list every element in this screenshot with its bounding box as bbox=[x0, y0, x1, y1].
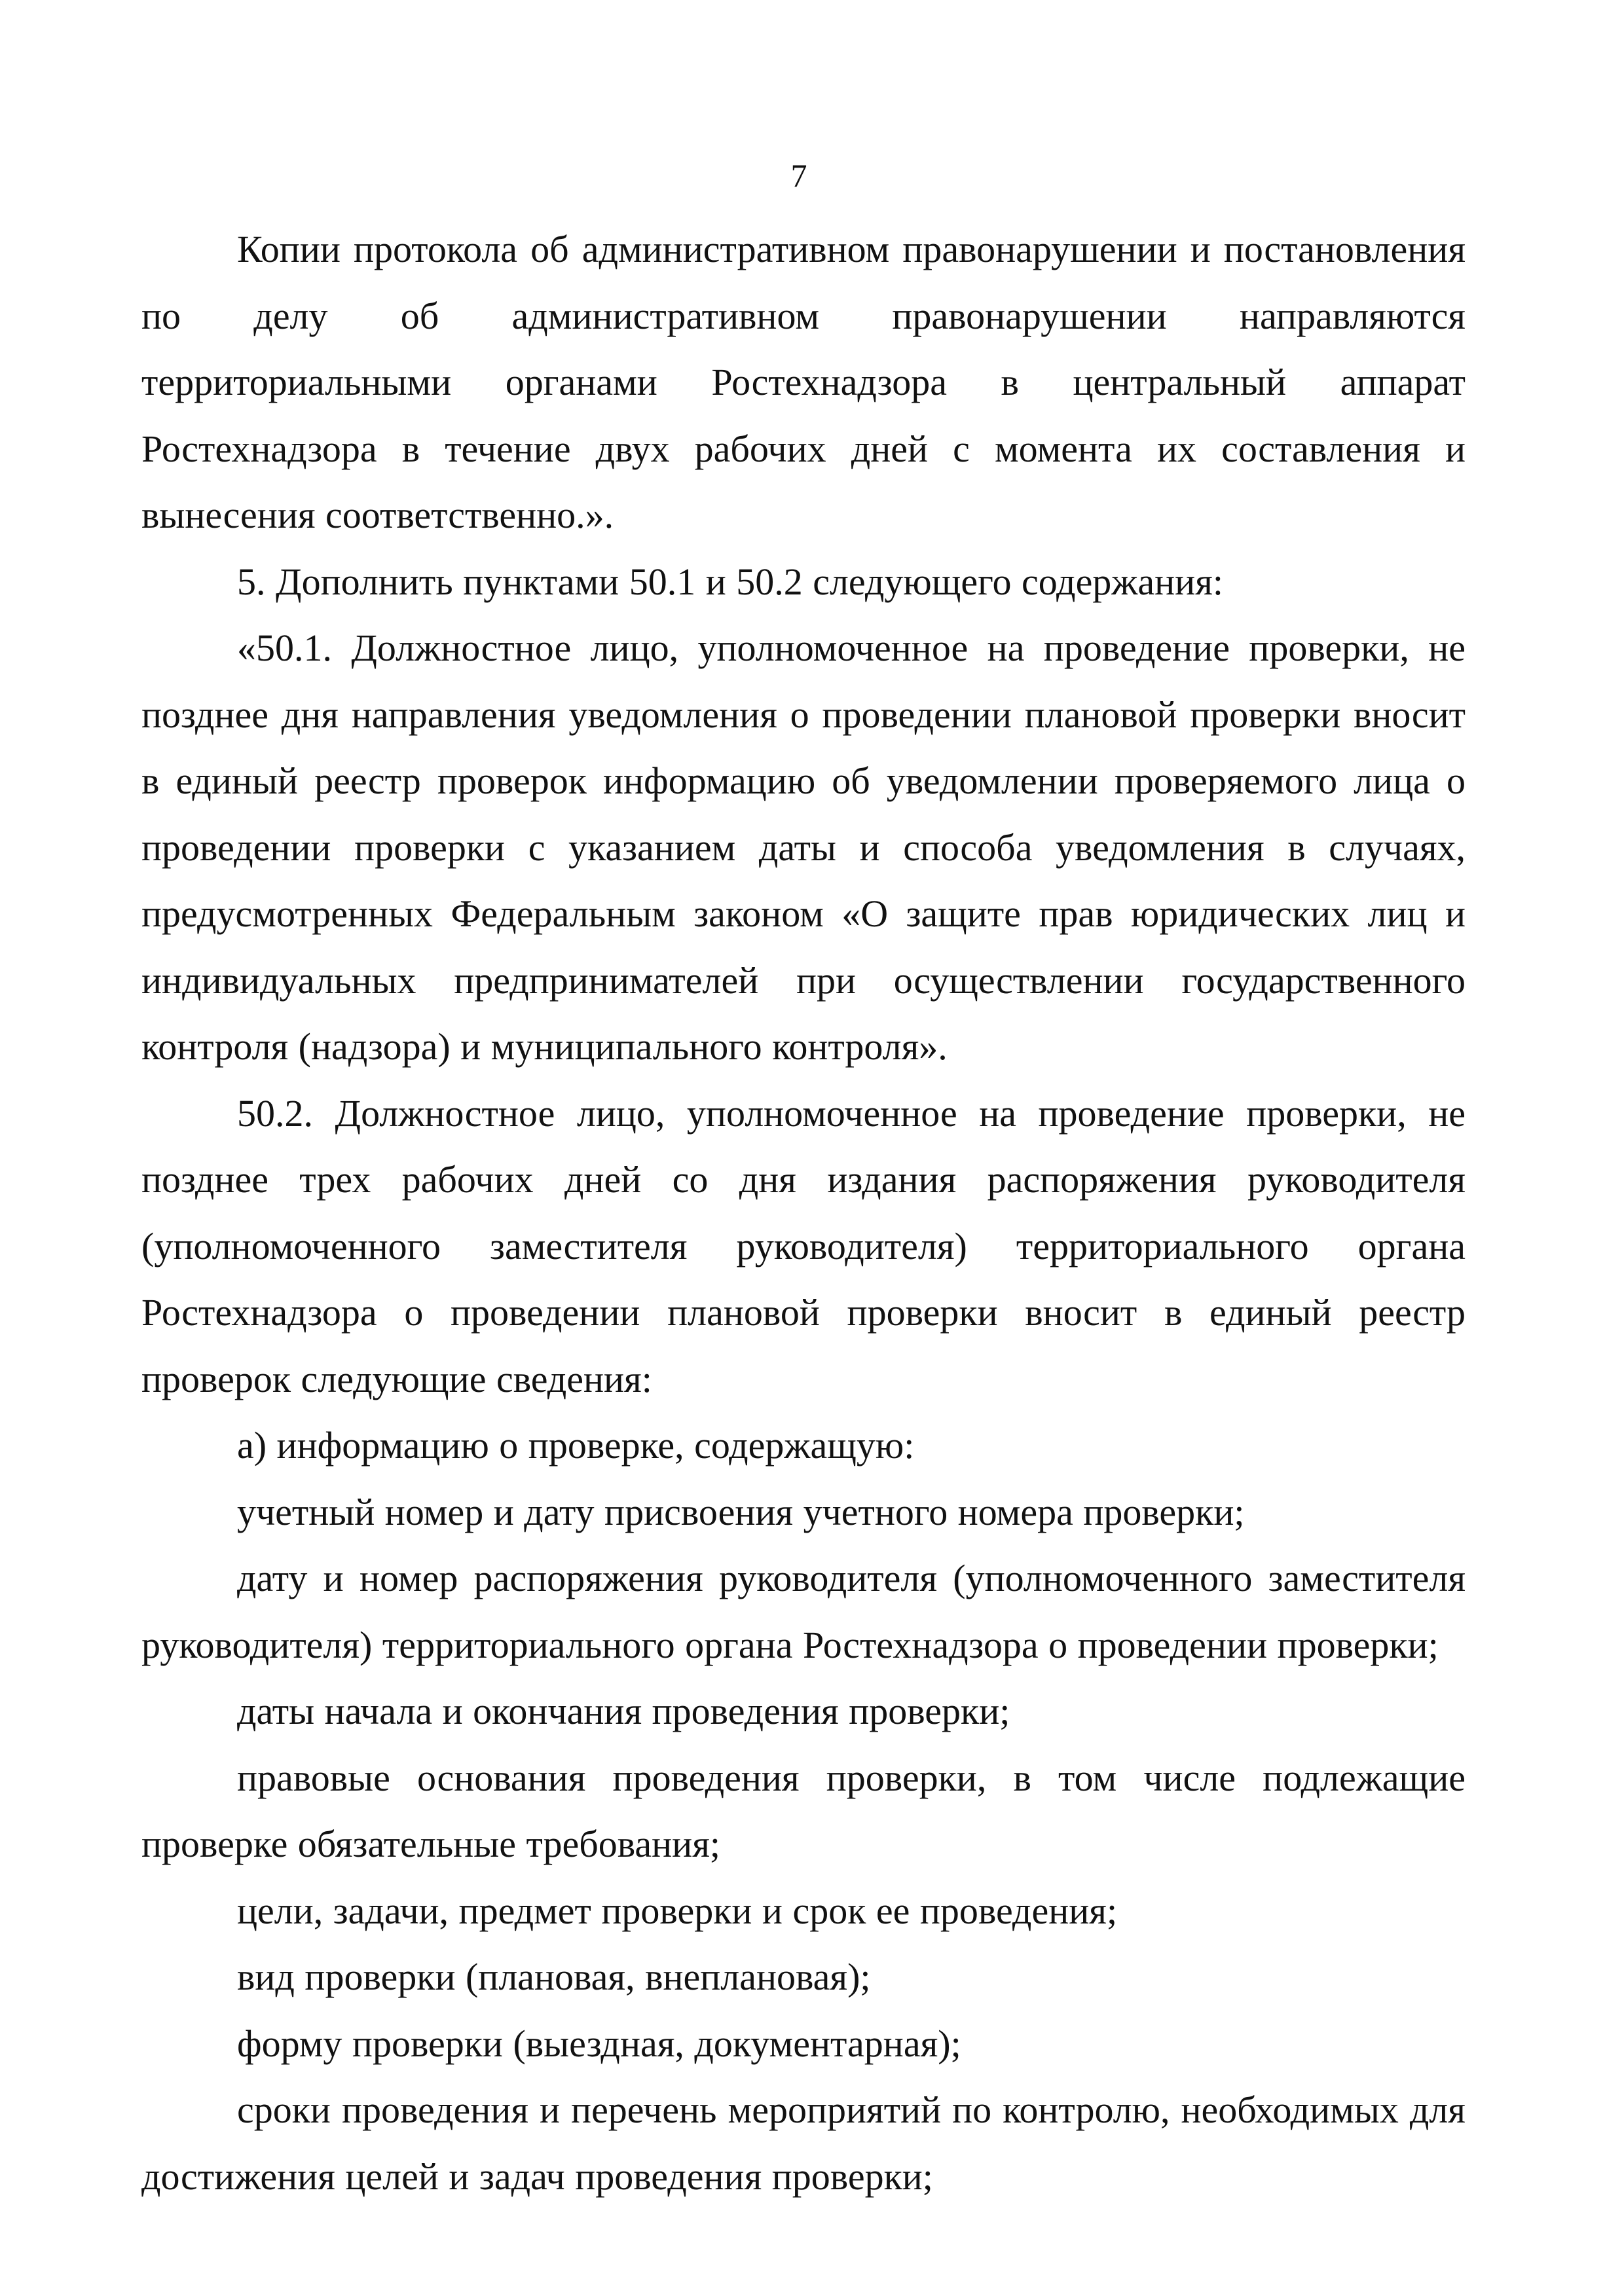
list-item-inspection-type: вид проверки (плановая, внеплановая); bbox=[237, 1956, 871, 1998]
list-item-terms-measures: сроки проведения и перечень мероприятий по контролю, необходимых для достижения целей и задач проведения проверки; bbox=[141, 2088, 1466, 2198]
paragraph-copies-protocol: Копии протокола об административном правонарушении и постановления по делу об административном правонарушении направляются территориальными органами Ростехнадзора в центральный аппарат Ростехнадзора в течение двух рабочих дней с момента их составления и вынесения соответственно.». bbox=[141, 228, 1466, 536]
paragraph-50-1: «50.1. Должностное лицо, уполномоченное на проведение проверки, не позднее дня направления уведомления о проведении плановой проверки вносит в единый реестр проверок информацию об уведомлении проверяемого лица о проведении проверки с указанием даты и способа уведомления в случаях, предусмотренных Федеральным законом «О защите прав юридических лиц и индивидуальных предпринимателей при осуществлении государственного контроля (надзора) и муниципального контроля». bbox=[141, 627, 1466, 1068]
list-item-start-end-dates: даты начала и окончания проведения проверки; bbox=[237, 1690, 1010, 1732]
list-item-order-date-number: дату и номер распоряжения руководителя (уполномоченного заместителя руководителя) территориального органа Ростехнадзора о проведении проверки; bbox=[141, 1557, 1466, 1666]
paragraph-50-2: 50.2. Должностное лицо, уполномоченное на проведение проверки, не позднее трех рабочих дней со дня издания распоряжения руководителя (уполномоченного заместителя руководителя) территориального органа Ростехнадзора о проведении плановой проверки вносит в единый реестр проверок следующие сведения: bbox=[141, 1091, 1466, 1400]
paragraph-item-5: 5. Дополнить пунктами 50.1 и 50.2 следующего содержания: bbox=[237, 560, 1223, 603]
document-body bbox=[141, 216, 1466, 2210]
list-item-goals-tasks: цели, задачи, предмет проверки и срок ее проведения; bbox=[237, 1889, 1118, 1932]
page-number: 7 bbox=[790, 157, 807, 194]
list-item-legal-grounds: правовые основания проведения проверки, в том числе подлежащие проверке обязательные требования; bbox=[141, 1756, 1466, 1865]
paragraph-subitem-a: а) информацию о проверке, содержащую: bbox=[237, 1424, 915, 1467]
list-item-inspection-form: форму проверки (выездная, документарная); bbox=[237, 2022, 961, 2065]
list-item-account-number: учетный номер и дату присвоения учетного номера проверки; bbox=[237, 1490, 1245, 1533]
